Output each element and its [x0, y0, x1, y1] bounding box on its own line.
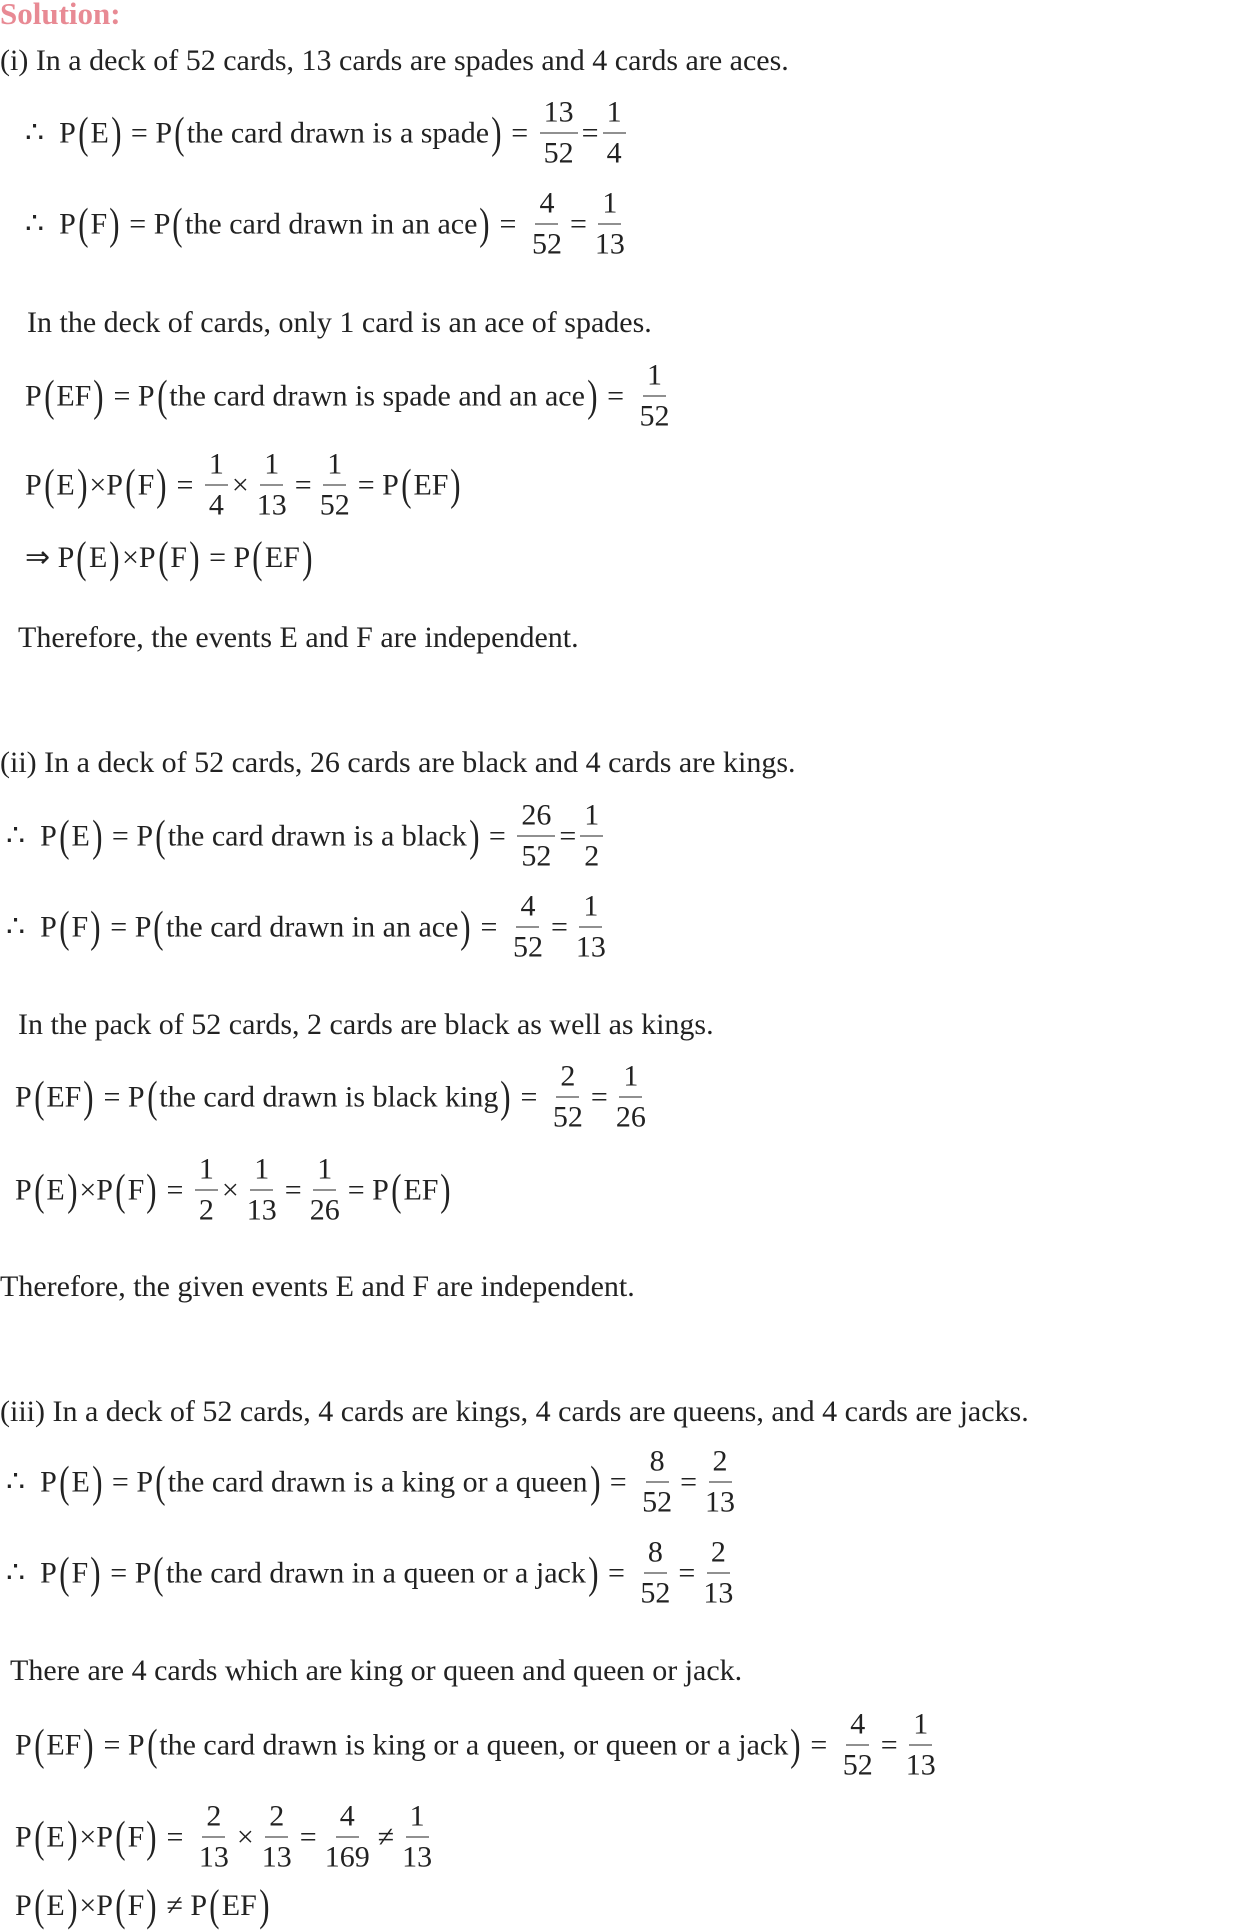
- denominator: 52: [521, 839, 552, 873]
- math-text: ×P: [121, 541, 156, 574]
- numerator: 1: [205, 445, 228, 486]
- numerator: 8: [644, 1533, 667, 1574]
- parenthesis: ): [91, 1457, 103, 1506]
- math-text: the card drawn is a king or a queen: [167, 1465, 588, 1498]
- math-text: =: [513, 1080, 545, 1113]
- parenthesis: (: [172, 199, 183, 248]
- math-text: =: [581, 116, 599, 149]
- parenthesis: (: [401, 460, 412, 509]
- numerator: 1: [603, 93, 626, 134]
- math-text: the card drawn is spade and an ace: [169, 379, 585, 412]
- parenthesis: (: [153, 1548, 164, 1597]
- equation-line: [6, 887, 614, 968]
- math-text: EF: [46, 1080, 82, 1113]
- math-text: EF: [46, 1728, 82, 1761]
- math-text: ×: [236, 1820, 254, 1853]
- equation-line: [15, 1881, 271, 1930]
- math-text: =: [880, 1728, 898, 1761]
- parenthesis: ): [83, 1720, 94, 1769]
- math-text: =: [284, 1173, 302, 1206]
- math-text: = P: [104, 819, 154, 852]
- math-text: =: [158, 1820, 191, 1853]
- numerator: 1: [195, 1150, 218, 1191]
- parenthesis: ): [109, 199, 120, 248]
- denominator: 13: [246, 1193, 277, 1227]
- denominator: 13: [402, 1840, 433, 1874]
- math-text: P: [15, 1728, 32, 1761]
- parenthesis: (: [155, 811, 166, 860]
- denominator: 13: [905, 1748, 936, 1782]
- parenthesis: ): [146, 1165, 157, 1214]
- math-text: ×P: [79, 1173, 113, 1206]
- parenthesis: ): [93, 371, 104, 420]
- numerator: 4: [846, 1705, 869, 1746]
- text-line: (ii) In a deck of 52 cards, 26 cards are black and 4 cards are kings.: [0, 746, 796, 779]
- math-text: E: [90, 116, 109, 149]
- math-text: ×P: [79, 1820, 113, 1853]
- math-text: = P: [102, 1556, 152, 1589]
- math-text: F: [137, 468, 155, 501]
- numerator: 1: [323, 445, 346, 486]
- fraction: [636, 1533, 674, 1614]
- fraction: [839, 1705, 877, 1786]
- equation-line: [15, 1150, 453, 1231]
- fraction: [612, 1057, 650, 1138]
- math-text: =: [599, 379, 632, 412]
- fraction: [306, 1150, 344, 1231]
- denominator: 52: [639, 399, 670, 433]
- fraction: [636, 356, 674, 437]
- math-text: ∴ P: [6, 1465, 57, 1498]
- math-text: =: [492, 207, 524, 240]
- math-text: = P: [106, 379, 155, 412]
- parenthesis: (: [125, 460, 136, 509]
- fraction: [509, 887, 547, 968]
- denominator: 13: [705, 1485, 736, 1519]
- math-text: =: [481, 819, 514, 852]
- math-text: P: [25, 379, 42, 412]
- parenthesis: (: [33, 1881, 45, 1930]
- math-text: EF: [221, 1889, 257, 1922]
- denominator: 52: [543, 136, 574, 170]
- parenthesis: ): [109, 533, 120, 582]
- solution-heading: Solution:: [0, 0, 121, 31]
- numerator: 4: [535, 184, 558, 225]
- parenthesis: (: [209, 1881, 220, 1930]
- equation-line: [15, 1705, 944, 1786]
- parenthesis: ): [468, 811, 480, 860]
- parenthesis: ): [302, 533, 313, 582]
- math-text: ×P: [79, 1889, 113, 1922]
- math-text: E: [71, 1465, 90, 1498]
- math-text: EF: [413, 468, 449, 501]
- math-text: F: [170, 541, 187, 574]
- math-text: E: [46, 1889, 65, 1922]
- equation-line: [25, 356, 678, 437]
- math-text: =: [678, 1556, 696, 1589]
- text-line: In the pack of 52 cards, 2 cards are black as well as kings.: [18, 1008, 714, 1041]
- parenthesis: (: [252, 533, 263, 582]
- math-text: E: [46, 1173, 65, 1206]
- text-line: Therefore, the events E and F are independent.: [18, 621, 579, 654]
- math-text: E: [46, 1820, 65, 1853]
- numerator: 1: [260, 445, 283, 486]
- fraction: [321, 1797, 374, 1878]
- parenthesis: ): [66, 1881, 78, 1930]
- numerator: 1: [619, 1057, 642, 1098]
- denominator: 52: [552, 1100, 583, 1134]
- fraction: [699, 1533, 737, 1614]
- numerator: 2: [707, 1533, 730, 1574]
- math-text: ∴ P: [25, 207, 76, 240]
- math-text: P: [15, 1820, 32, 1853]
- denominator: 4: [606, 136, 622, 170]
- parenthesis: ): [76, 460, 88, 509]
- fraction: [638, 1442, 676, 1523]
- numerator: 4: [516, 887, 539, 928]
- parenthesis: (: [33, 1720, 45, 1769]
- fraction: [195, 1150, 218, 1231]
- equation-line: [25, 533, 315, 582]
- fraction: [580, 796, 603, 877]
- parenthesis: ): [500, 1072, 511, 1121]
- math-text: =: [168, 468, 201, 501]
- math-text: ∴ P: [25, 116, 76, 149]
- parenthesis: ): [146, 1881, 157, 1930]
- denominator: 2: [198, 1193, 214, 1227]
- math-text: EF: [56, 379, 92, 412]
- numerator: 2: [556, 1057, 579, 1098]
- parenthesis: (: [391, 1165, 402, 1214]
- numerator: 1: [598, 184, 621, 225]
- math-text: E: [56, 468, 75, 501]
- math-text: E: [71, 819, 90, 852]
- parenthesis: (: [157, 533, 169, 582]
- parenthesis: ): [91, 811, 103, 860]
- math-text: = P: [201, 541, 251, 574]
- numerator: 1: [313, 1150, 336, 1191]
- denominator: 26: [615, 1100, 646, 1134]
- parenthesis: ): [146, 1812, 157, 1861]
- math-text: P: [15, 1173, 32, 1206]
- numerator: 1: [909, 1705, 932, 1746]
- fraction: [572, 887, 610, 968]
- parenthesis: ): [588, 1548, 599, 1597]
- fraction: [540, 93, 578, 174]
- math-text: P: [25, 468, 42, 501]
- equation-line: [15, 1057, 654, 1138]
- math-text: ≠: [377, 1820, 395, 1853]
- numerator: 26: [517, 796, 555, 837]
- equation-line: [6, 796, 607, 877]
- parenthesis: (: [33, 1812, 45, 1861]
- math-text: ×: [221, 1173, 239, 1206]
- text-line: (i) In a deck of 52 cards, 13 cards are spades and 4 cards are aces.: [0, 44, 789, 77]
- math-text: =: [600, 1556, 633, 1589]
- parenthesis: (: [146, 1720, 158, 1769]
- numerator: 1: [580, 796, 603, 837]
- math-text: F: [127, 1173, 145, 1206]
- fraction: [316, 445, 354, 526]
- denominator: 52: [531, 227, 562, 261]
- denominator: 52: [512, 930, 543, 964]
- parenthesis: (: [77, 199, 89, 248]
- math-text: F: [127, 1820, 145, 1853]
- math-text: the card drawn is a spade: [186, 116, 490, 149]
- parenthesis: (: [115, 1165, 126, 1214]
- numerator: 1: [643, 356, 666, 397]
- fraction: [517, 796, 555, 877]
- math-text: =: [602, 1465, 635, 1498]
- math-text: =: [299, 1820, 317, 1853]
- numerator: 4: [336, 1797, 359, 1838]
- equation-line: [6, 1533, 741, 1614]
- parenthesis: ): [90, 902, 101, 951]
- denominator: 13: [575, 930, 606, 964]
- math-text: F: [71, 1556, 89, 1589]
- numerator: 8: [646, 1442, 669, 1483]
- math-text: =: [550, 910, 568, 943]
- math-text: = P: [104, 1465, 154, 1498]
- parenthesis: (: [174, 108, 185, 157]
- denominator: 52: [319, 488, 350, 522]
- parenthesis: (: [43, 460, 55, 509]
- math-text: F: [90, 207, 108, 240]
- numerator: 2: [265, 1797, 288, 1838]
- parenthesis: (: [155, 1457, 166, 1506]
- math-text: =: [680, 1465, 698, 1498]
- equation-line: [25, 445, 463, 526]
- denominator: 13: [256, 488, 287, 522]
- parenthesis: (: [153, 902, 164, 951]
- math-text: =: [559, 819, 577, 852]
- numerator: 1: [406, 1797, 429, 1838]
- text-line: There are 4 cards which are king or queen and queen or jack.: [10, 1654, 743, 1687]
- math-text: ⇒ P: [25, 541, 75, 574]
- math-text: = P: [123, 116, 173, 149]
- denominator: 13: [261, 1840, 292, 1874]
- parenthesis: ): [156, 460, 167, 509]
- denominator: 13: [703, 1576, 734, 1610]
- parenthesis: (: [156, 371, 168, 420]
- math-text: =: [802, 1728, 835, 1761]
- numerator: 2: [202, 1797, 225, 1838]
- parenthesis: ): [450, 460, 461, 509]
- math-text: the card drawn in a queen or a jack: [166, 1556, 586, 1589]
- math-text: P: [15, 1080, 32, 1113]
- parenthesis: ): [90, 1548, 101, 1597]
- math-text: ≠ P: [158, 1889, 208, 1922]
- denominator: 169: [324, 1840, 370, 1874]
- parenthesis: ): [66, 1812, 78, 1861]
- denominator: 52: [640, 1576, 671, 1610]
- math-text: =: [158, 1173, 191, 1206]
- math-text: EF: [264, 541, 300, 574]
- denominator: 2: [584, 839, 600, 873]
- math-text: ∴ P: [6, 1556, 57, 1589]
- equation-line: [15, 1797, 440, 1878]
- numerator: 1: [250, 1150, 273, 1191]
- parenthesis: (: [115, 1812, 126, 1861]
- equation-line: [25, 184, 633, 265]
- parenthesis: (: [43, 371, 55, 420]
- math-text: = P: [347, 1173, 389, 1206]
- math-text: = P: [121, 207, 171, 240]
- denominator: 26: [309, 1193, 340, 1227]
- fraction: [603, 93, 626, 174]
- math-text: =: [590, 1080, 608, 1113]
- math-text: EF: [403, 1173, 439, 1206]
- fraction: [195, 1797, 233, 1878]
- math-text: ∴ P: [6, 910, 57, 943]
- parenthesis: ): [589, 1457, 600, 1506]
- parenthesis: ): [587, 371, 598, 420]
- math-text: =: [294, 468, 312, 501]
- math-text: E: [88, 541, 108, 574]
- fraction: [591, 184, 629, 265]
- numerator: 13: [540, 93, 578, 134]
- fraction: [701, 1442, 739, 1523]
- parenthesis: ): [491, 108, 502, 157]
- math-text: the card drawn in an ace: [166, 910, 459, 943]
- equation-line: [6, 1442, 743, 1523]
- math-text: = P: [96, 1728, 145, 1761]
- parenthesis: (: [58, 1548, 70, 1597]
- fraction: [528, 184, 566, 265]
- parenthesis: ): [258, 1881, 270, 1930]
- math-text: the card drawn in an ace: [185, 207, 478, 240]
- parenthesis: ): [66, 1165, 78, 1214]
- math-text: =: [503, 116, 536, 149]
- parenthesis: (: [146, 1072, 158, 1121]
- text-line: In the deck of cards, only 1 card is an ace of spades.: [27, 306, 652, 339]
- parenthesis: ): [110, 108, 122, 157]
- numerator: 2: [709, 1442, 732, 1483]
- parenthesis: (: [58, 902, 70, 951]
- math-text: the card drawn is king or a queen, or queen or a jack: [159, 1728, 789, 1761]
- math-text: ×: [231, 468, 249, 501]
- parenthesis: ): [189, 533, 200, 582]
- parenthesis: ): [83, 1072, 94, 1121]
- parenthesis: (: [58, 811, 70, 860]
- math-text: ∴ P: [6, 819, 57, 852]
- denominator: 13: [594, 227, 625, 261]
- math-text: F: [127, 1889, 145, 1922]
- math-text: = P: [102, 910, 152, 943]
- fraction: [258, 1797, 296, 1878]
- fraction: [398, 1797, 436, 1878]
- denominator: 4: [208, 488, 224, 522]
- fraction: [243, 1150, 281, 1231]
- parenthesis: (: [33, 1072, 45, 1121]
- math-text: = P: [96, 1080, 145, 1113]
- parenthesis: (: [115, 1881, 126, 1930]
- math-text: F: [71, 910, 89, 943]
- fraction: [549, 1057, 587, 1138]
- parenthesis: (: [77, 108, 89, 157]
- fraction: [205, 445, 228, 526]
- denominator: 52: [642, 1485, 673, 1519]
- denominator: 52: [842, 1748, 873, 1782]
- parenthesis: (: [58, 1457, 70, 1506]
- math-text: the card drawn is a black: [167, 819, 467, 852]
- fraction: [253, 445, 291, 526]
- text-line: (iii) In a deck of 52 cards, 4 cards are kings, 4 cards are queens, and 4 cards are jacks.: [0, 1395, 1029, 1428]
- parenthesis: ): [440, 1165, 451, 1214]
- parenthesis: ): [790, 1720, 801, 1769]
- parenthesis: ): [479, 199, 490, 248]
- text-line: Therefore, the given events E and F are independent.: [0, 1270, 635, 1303]
- parenthesis: ): [460, 902, 471, 951]
- math-text: = P: [357, 468, 399, 501]
- math-text: the card drawn is black king: [159, 1080, 499, 1113]
- denominator: 13: [198, 1840, 229, 1874]
- math-text: P: [15, 1889, 32, 1922]
- math-text: ×P: [89, 468, 123, 501]
- parenthesis: (: [76, 533, 87, 582]
- fraction: [902, 1705, 940, 1786]
- math-text: =: [569, 207, 587, 240]
- parenthesis: (: [33, 1165, 45, 1214]
- numerator: 1: [579, 887, 602, 928]
- math-text: =: [473, 910, 505, 943]
- equation-line: [25, 93, 630, 174]
